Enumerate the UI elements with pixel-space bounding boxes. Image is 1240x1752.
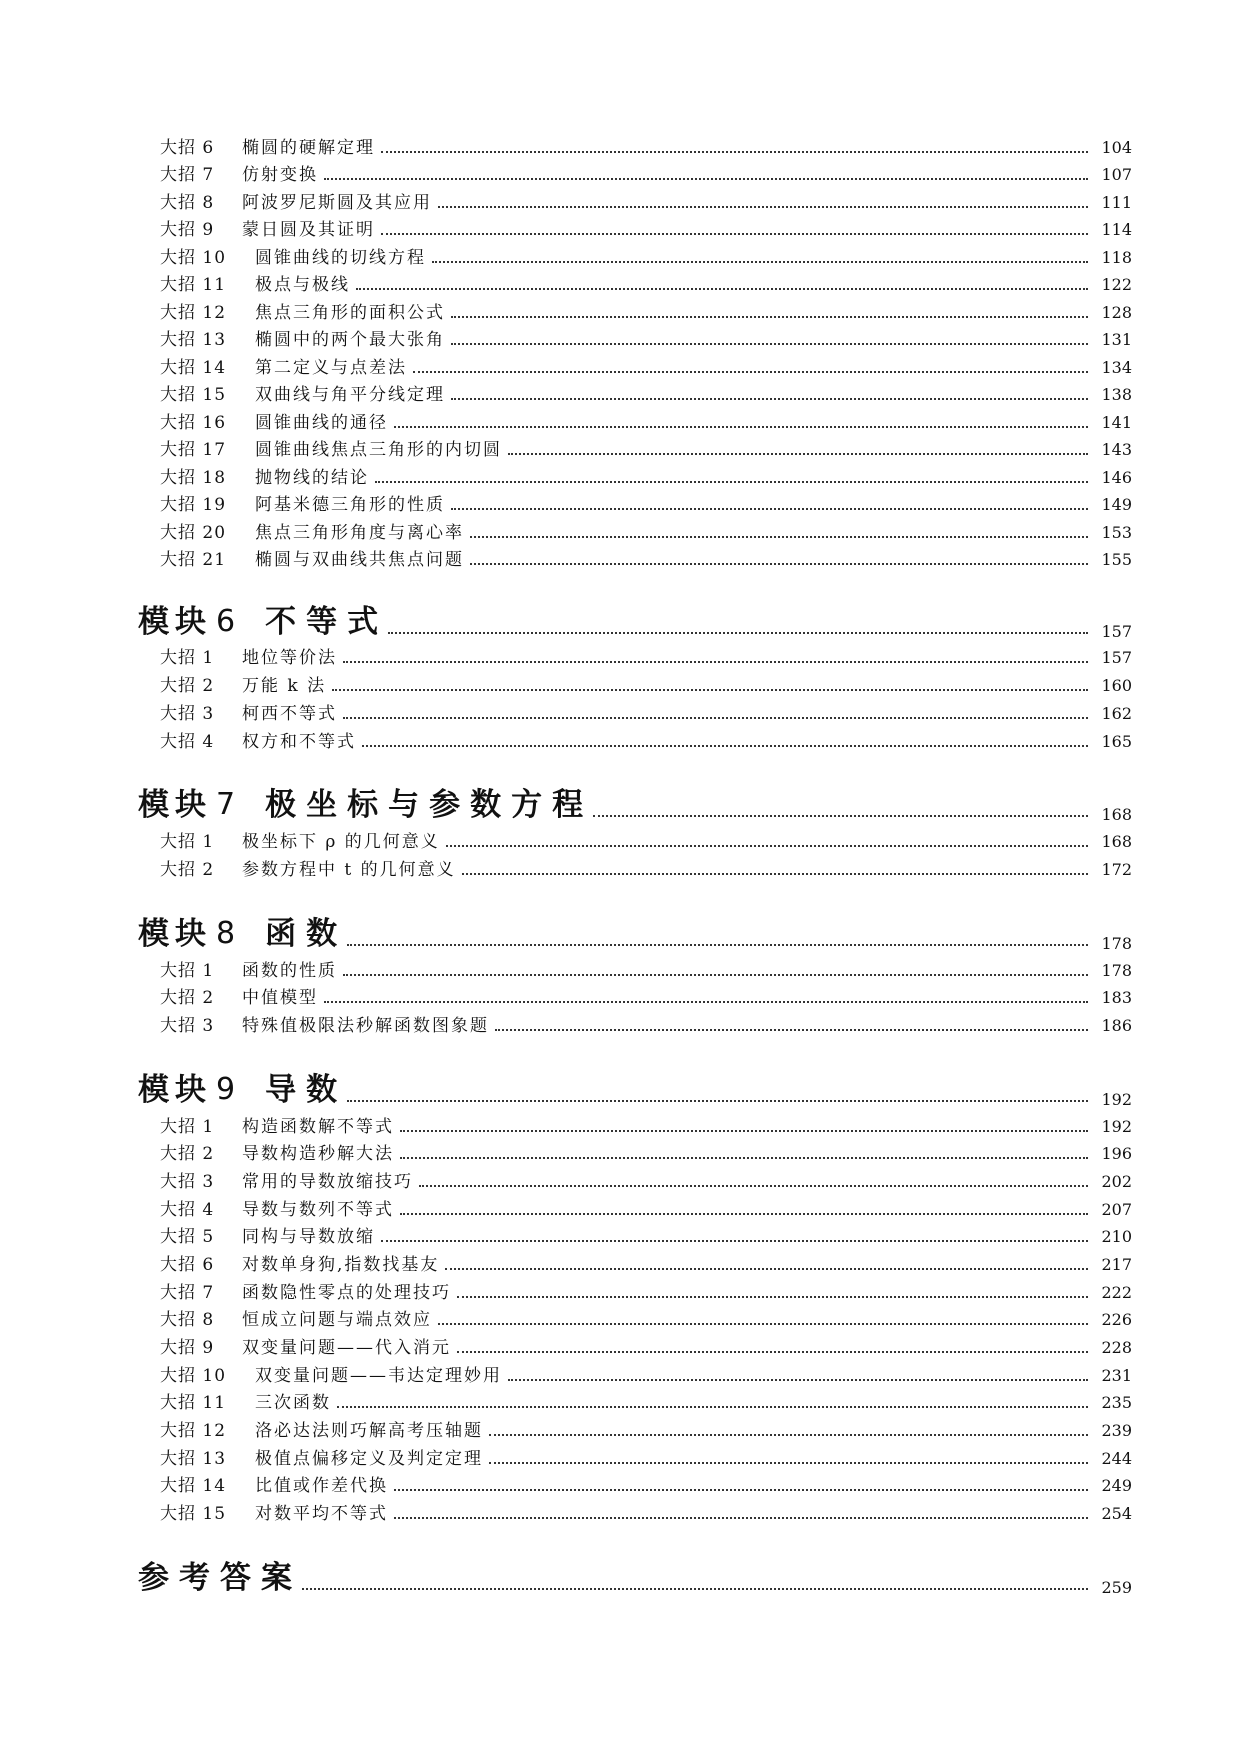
dot-leader: [470, 536, 1088, 538]
module-label: 模块: [138, 787, 212, 823]
entry-page: 155: [1101, 550, 1132, 569]
entry-number: 大招 2: [160, 860, 215, 880]
module-number: 8: [216, 916, 236, 951]
toc-entry[interactable]: [160, 545, 1132, 571]
toc-entry[interactable]: [160, 671, 1132, 697]
entry-page: 149: [1101, 495, 1132, 514]
module-title: 函数: [265, 916, 348, 952]
entry-title: 阿波罗尼斯圆及其应用: [242, 193, 432, 213]
toc-entry[interactable]: [160, 1139, 1132, 1165]
entry-title: 对数单身狗,指数找基友: [242, 1255, 440, 1275]
module-number: 9: [216, 1072, 236, 1107]
toc-entry[interactable]: [160, 1471, 1132, 1497]
module-title: 不等式: [265, 604, 389, 640]
entry-page: 228: [1101, 1338, 1132, 1357]
entry-page: 153: [1101, 523, 1132, 542]
entry-number: 大招 1: [160, 648, 215, 668]
entry-page: 196: [1101, 1144, 1132, 1163]
dot-leader: [462, 873, 1088, 875]
toc-entry[interactable]: [160, 1499, 1132, 1525]
entry-title: 地位等价法: [242, 648, 337, 668]
entry-title: 函数的性质: [242, 961, 337, 981]
entry-page: 210: [1101, 1227, 1132, 1246]
entry-page: 107: [1101, 165, 1132, 184]
module-page: 168: [1101, 805, 1132, 824]
toc-entry[interactable]: [160, 188, 1132, 214]
entry-page: 134: [1101, 358, 1132, 377]
dot-leader: [489, 1434, 1088, 1436]
entry-number: 大招 4: [160, 1200, 215, 1220]
entry-page: 131: [1101, 330, 1132, 349]
entry-page: 222: [1101, 1283, 1132, 1302]
toc-entry[interactable]: [160, 1416, 1132, 1442]
entry-page: 162: [1101, 704, 1132, 723]
dot-leader: [451, 316, 1088, 318]
dot-leader: [332, 689, 1088, 691]
entry-number: 大招 17: [160, 440, 227, 460]
answers-page: 259: [1101, 1578, 1132, 1597]
toc-entry[interactable]: [160, 380, 1132, 406]
module-heading[interactable]: [138, 783, 1132, 823]
entry-page: 122: [1101, 275, 1132, 294]
entry-number: 大招 14: [160, 1476, 227, 1496]
dot-leader: [375, 481, 1088, 483]
toc-entry[interactable]: [160, 1444, 1132, 1470]
entry-number: 大招 3: [160, 1016, 215, 1036]
entry-number: 大招 9: [160, 220, 215, 240]
entry-page: 165: [1101, 732, 1132, 751]
dot-leader: [394, 426, 1088, 428]
entry-title: 洛必达法则巧解高考压轴题: [255, 1421, 483, 1441]
dot-leader: [451, 508, 1088, 510]
entry-number: 大招 16: [160, 413, 227, 433]
entry-page: 168: [1101, 832, 1132, 851]
entry-page: 160: [1101, 676, 1132, 695]
entry-page: 202: [1101, 1172, 1132, 1191]
entry-number: 大招 5: [160, 1227, 215, 1247]
entry-title: 双曲线与角平分线定理: [255, 385, 445, 405]
toc-entry[interactable]: [160, 215, 1132, 241]
dot-leader: [445, 1268, 1088, 1270]
dot-leader: [400, 1157, 1088, 1159]
entry-title: 对数平均不等式: [255, 1504, 388, 1524]
entry-title: 椭圆中的两个最大张角: [255, 330, 445, 350]
toc-entry[interactable]: [160, 983, 1132, 1009]
dot-leader: [457, 1351, 1088, 1353]
entry-number: 大招 8: [160, 193, 215, 213]
entry-title: 权方和不等式: [242, 732, 356, 752]
toc-entry[interactable]: [160, 243, 1132, 269]
toc-entry[interactable]: [160, 1388, 1132, 1414]
entry-number: 大招 11: [160, 275, 227, 295]
entry-title: 导数构造秒解大法: [242, 1144, 394, 1164]
dot-leader: [470, 563, 1088, 565]
entry-number: 大招 1: [160, 1117, 215, 1137]
dot-leader: [324, 1001, 1088, 1003]
entry-number: 大招 6: [160, 1255, 215, 1275]
dot-leader: [400, 1213, 1088, 1215]
toc-entry[interactable]: [160, 956, 1132, 982]
module-page: 192: [1101, 1090, 1132, 1109]
entry-title: 极值点偏移定义及判定定理: [255, 1449, 483, 1469]
toc-entry[interactable]: [160, 643, 1132, 669]
toc-entry[interactable]: [160, 490, 1132, 516]
dot-leader: [347, 944, 1088, 946]
toc-entry[interactable]: [160, 463, 1132, 489]
toc-entry[interactable]: [160, 699, 1132, 725]
module-number: 6: [216, 604, 236, 639]
module-label: 模块: [138, 1072, 212, 1108]
entry-page: 217: [1101, 1255, 1132, 1274]
entry-number: 大招 1: [160, 832, 215, 852]
entry-page: 183: [1101, 988, 1132, 1007]
entry-title: 阿基米德三角形的性质: [255, 495, 445, 515]
module-heading[interactable]: [138, 1068, 1132, 1108]
entry-number: 大招 10: [160, 248, 227, 268]
entry-page: 128: [1101, 303, 1132, 322]
toc-entry[interactable]: [160, 855, 1132, 881]
dot-leader: [343, 661, 1088, 663]
dot-leader: [419, 1185, 1088, 1187]
module-page: 178: [1101, 934, 1132, 953]
toc-entry[interactable]: [160, 1250, 1132, 1276]
entry-page: 192: [1101, 1117, 1132, 1136]
toc-entry[interactable]: [160, 1167, 1132, 1193]
entry-number: 大招 8: [160, 1310, 215, 1330]
dot-leader: [394, 1489, 1088, 1491]
toc-entry[interactable]: [160, 133, 1132, 159]
dot-leader: [343, 717, 1088, 719]
entry-title: 椭圆的硬解定理: [242, 138, 375, 158]
dot-leader: [508, 1379, 1088, 1381]
entry-title: 抛物线的结论: [255, 468, 369, 488]
entry-number: 大招 2: [160, 676, 215, 696]
dot-leader: [394, 1517, 1088, 1519]
dot-leader: [302, 1588, 1088, 1590]
entry-page: 231: [1101, 1366, 1132, 1385]
entry-page: 143: [1101, 440, 1132, 459]
entry-number: 大招 18: [160, 468, 227, 488]
entry-page: 104: [1101, 138, 1132, 157]
toc-entry[interactable]: [160, 298, 1132, 324]
dot-leader: [451, 343, 1088, 345]
entry-title: 函数隐性零点的处理技巧: [242, 1283, 451, 1303]
toc-entry[interactable]: [160, 727, 1132, 753]
entry-page: 172: [1101, 860, 1132, 879]
entry-page: 207: [1101, 1200, 1132, 1219]
toc-entry[interactable]: [160, 325, 1132, 351]
entry-number: 大招 4: [160, 732, 215, 752]
entry-title: 圆锥曲线的切线方程: [255, 248, 426, 268]
dot-leader: [347, 1100, 1088, 1102]
toc-entry[interactable]: [160, 827, 1132, 853]
entry-page: 226: [1101, 1310, 1132, 1329]
entry-number: 大招 11: [160, 1393, 227, 1413]
entry-title: 特殊值极限法秒解函数图象题: [242, 1016, 489, 1036]
toc-entry[interactable]: [160, 408, 1132, 434]
entry-title: 柯西不等式: [242, 704, 337, 724]
dot-leader: [381, 1240, 1088, 1242]
dot-leader: [446, 845, 1088, 847]
entry-title: 极坐标下 ρ 的几何意义: [242, 832, 440, 852]
entry-page: 141: [1101, 413, 1132, 432]
entry-number: 大招 3: [160, 704, 215, 724]
entry-number: 大招 6: [160, 138, 215, 158]
entry-number: 大招 12: [160, 303, 227, 323]
entry-title: 同构与导数放缩: [242, 1227, 375, 1247]
toc-entry[interactable]: [160, 1222, 1132, 1248]
dot-leader: [451, 398, 1088, 400]
entry-number: 大招 1: [160, 961, 215, 981]
dot-leader: [343, 974, 1088, 976]
entry-title: 圆锥曲线焦点三角形的内切圆: [255, 440, 502, 460]
dot-leader: [362, 745, 1088, 747]
entry-title: 圆锥曲线的通径: [255, 413, 388, 433]
module-page: 157: [1101, 622, 1132, 641]
toc-entry[interactable]: [160, 1278, 1132, 1304]
entry-title: 导数与数列不等式: [242, 1200, 394, 1220]
toc-entry[interactable]: [160, 435, 1132, 461]
answers-title: 参考答案: [138, 1560, 302, 1596]
dot-leader: [413, 371, 1088, 373]
dot-leader: [438, 1323, 1088, 1325]
answers-heading[interactable]: [138, 1556, 1132, 1596]
entry-number: 大招 9: [160, 1338, 215, 1358]
entry-title: 极点与极线: [255, 275, 350, 295]
entry-page: 146: [1101, 468, 1132, 487]
entry-title: 构造函数解不等式: [242, 1117, 394, 1137]
entry-title: 比值或作差代换: [255, 1476, 388, 1496]
entry-number: 大招 13: [160, 1449, 227, 1469]
entry-number: 大招 15: [160, 1504, 227, 1524]
dot-leader: [438, 206, 1088, 208]
module-number: 7: [216, 787, 236, 822]
entry-title: 万能 k 法: [242, 676, 327, 696]
module-heading[interactable]: [138, 600, 1132, 640]
toc-entry[interactable]: [160, 518, 1132, 544]
entry-page: 114: [1101, 220, 1132, 239]
module-label: 模块: [138, 916, 212, 952]
entry-title: 椭圆与双曲线共焦点问题: [255, 550, 464, 570]
entry-number: 大招 3: [160, 1172, 215, 1192]
toc-entry[interactable]: [160, 1361, 1132, 1387]
entry-page: 138: [1101, 385, 1132, 404]
entry-page: 157: [1101, 648, 1132, 667]
toc-entry[interactable]: [160, 270, 1132, 296]
toc-entry[interactable]: [160, 1112, 1132, 1138]
entry-number: 大招 7: [160, 165, 215, 185]
toc-entry[interactable]: [160, 1333, 1132, 1359]
toc-entry[interactable]: [160, 160, 1132, 186]
entry-page: 249: [1101, 1476, 1132, 1495]
entry-title: 恒成立问题与端点效应: [242, 1310, 432, 1330]
module-heading[interactable]: [138, 912, 1132, 952]
dot-leader: [388, 632, 1088, 634]
entry-number: 大招 13: [160, 330, 227, 350]
dot-leader: [508, 453, 1088, 455]
dot-leader: [337, 1406, 1088, 1408]
dot-leader: [400, 1130, 1088, 1132]
entry-page: 254: [1101, 1504, 1132, 1523]
dot-leader: [381, 151, 1088, 153]
entry-number: 大招 7: [160, 1283, 215, 1303]
dot-leader: [495, 1029, 1088, 1031]
module-title: 极坐标与参数方程: [265, 787, 594, 823]
entry-title: 三次函数: [255, 1393, 331, 1413]
entry-page: 111: [1101, 193, 1132, 212]
entry-title: 焦点三角形角度与离心率: [255, 523, 464, 543]
dot-leader: [356, 288, 1088, 290]
dot-leader: [432, 261, 1088, 263]
entry-title: 蒙日圆及其证明: [242, 220, 375, 240]
entry-title: 中值模型: [242, 988, 318, 1008]
entry-title: 焦点三角形的面积公式: [255, 303, 445, 323]
entry-title: 仿射变换: [242, 165, 318, 185]
entry-number: 大招 14: [160, 358, 227, 378]
dot-leader: [457, 1296, 1088, 1298]
entry-page: 244: [1101, 1449, 1132, 1468]
dot-leader: [381, 233, 1088, 235]
entry-number: 大招 19: [160, 495, 227, 515]
entry-title: 双变量问题——代入消元: [242, 1338, 451, 1358]
entry-title: 第二定义与点差法: [255, 358, 407, 378]
toc-entry[interactable]: [160, 1195, 1132, 1221]
entry-number: 大招 12: [160, 1421, 227, 1441]
entry-title: 参数方程中 t 的几何意义: [242, 860, 456, 880]
toc-entry[interactable]: [160, 1305, 1132, 1331]
toc-entry[interactable]: [160, 1011, 1132, 1037]
module-label: 模块: [138, 604, 212, 640]
entry-page: 186: [1101, 1016, 1132, 1035]
dot-leader: [593, 815, 1088, 817]
entry-page: 235: [1101, 1393, 1132, 1412]
entry-page: 239: [1101, 1421, 1132, 1440]
toc-entry[interactable]: [160, 353, 1132, 379]
entry-number: 大招 2: [160, 1144, 215, 1164]
entry-page: 178: [1101, 961, 1132, 980]
module-title: 导数: [265, 1072, 348, 1108]
entry-number: 大招 10: [160, 1366, 227, 1386]
entry-title: 双变量问题——韦达定理妙用: [255, 1366, 502, 1386]
entry-number: 大招 15: [160, 385, 227, 405]
dot-leader: [324, 178, 1088, 180]
entry-number: 大招 20: [160, 523, 227, 543]
entry-number: 大招 21: [160, 550, 227, 570]
entry-number: 大招 2: [160, 988, 215, 1008]
entry-page: 118: [1101, 248, 1132, 267]
dot-leader: [489, 1462, 1088, 1464]
entry-title: 常用的导数放缩技巧: [242, 1172, 413, 1192]
